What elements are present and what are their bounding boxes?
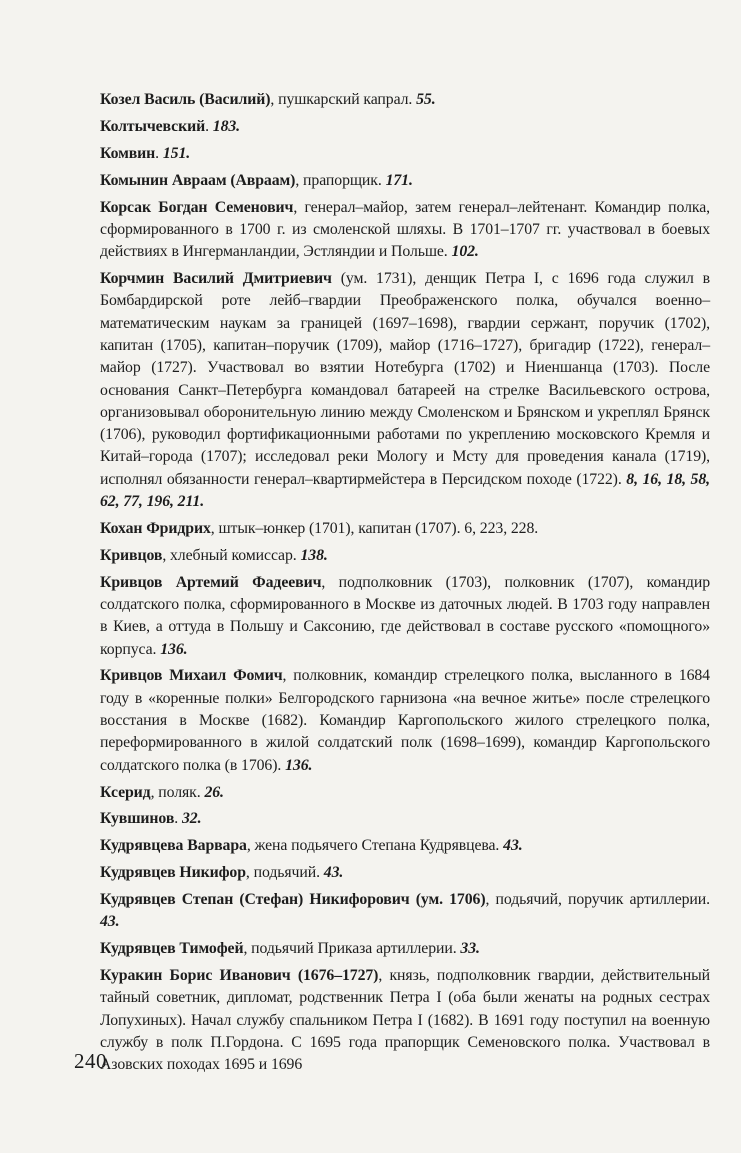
index-entry	[100, 545, 710, 567]
index-entry	[100, 89, 710, 111]
entry-description: , подьячий.	[245, 864, 324, 882]
entry-name: Кохан Фридрих	[100, 519, 211, 537]
index-entry	[100, 665, 710, 776]
entry-name: Ксерид	[100, 783, 151, 801]
entry-page-refs: 171.	[385, 171, 413, 189]
entry-name: Кривцов	[100, 546, 163, 564]
entry-name: Кувшинов	[100, 810, 175, 828]
index-entry	[100, 197, 710, 264]
entry-page-refs: 6, 223, 228.	[464, 519, 539, 537]
index-entries	[100, 89, 710, 1081]
entry-description: , хлебный комиссар.	[162, 546, 301, 564]
entry-description: , полковник, командир стрелецкого полка, высланного в 1684 году в «коренные полки» Белгородского гарнизона «на вечное житье» после стрелецкого восстания в Москве (1682). Командир Каргопольского жилого стрелецкого полка, переформированного в жилой солдатский полк (1698–1699), командир Каргопольского солдатского полка (в 1706).	[100, 667, 710, 774]
entry-name: Куракин Борис Иванович (1676–1727)	[100, 967, 379, 985]
entry-name: Колтычевский	[100, 117, 206, 135]
index-entry	[100, 938, 710, 960]
index-entry	[100, 808, 710, 830]
index-entry	[100, 170, 710, 192]
entry-page-refs: 136.	[160, 640, 188, 658]
entry-description: .	[155, 144, 163, 162]
entry-page-refs: 151.	[162, 144, 191, 162]
entry-description: .	[174, 810, 182, 828]
entry-page-refs: 43.	[503, 837, 523, 855]
entry-name: Козел Василь (Василий)	[100, 91, 271, 108]
entry-name: Комынин Авраам (Авраам)	[100, 171, 296, 189]
entry-description: , подполковник (1703), полковник (1707), командир солдатского полка, сформированного в Москве из даточных людей. В 1703 году направлен в Киев, а оттуда в Польшу и Саксонию, где действовал в составе русского «помощного» корпуса.	[100, 573, 711, 658]
entry-page-refs: 183.	[212, 117, 241, 135]
page-number: 240	[74, 1049, 107, 1073]
entry-page-refs: 136.	[285, 756, 313, 774]
entry-description: (ум. 1731), денщик Петра I, с 1696 года служил в Бомбардирской роте лейб–гвардии Преображенского полка, обучался военно–математическим наукам за границей (1697–1698), гвардии сержант, поручик (1702), капитан (1705), капитан–поручик (1709), майор (1716–1727), бригадир (1722), генерал–майор (1727). Участвовал во взятии Нотебурга (1702) и Ниеншанца (1703). После основания Санкт–Петербурга командовал батареей на стрелке Васильевского острова, организовывал оборонительную линию между Смоленском и Брянском и укреплял Брянск (1706), руководил фортификационными работами по укреплению московского Кремля и Китай–города (1707); исследовал реки Мологу и Мсту для проведения канала (1719), исполнял обязанности генерал–квартирмейстера в Персидском походе (1722).	[100, 270, 710, 488]
entry-name: Корсак Богдан Семенович	[100, 198, 294, 216]
entry-description: , подьячий, поручик артиллерии.	[485, 891, 710, 909]
index-entry	[100, 889, 710, 934]
entry-name: Корчмин Василий Дмитриевич	[100, 270, 332, 288]
entry-description: , пушкарский капрал.	[270, 91, 417, 108]
entry-description: , поляк.	[150, 783, 205, 801]
entry-description: , генерал–майор, затем генерал–лейтенант. Командир полка, сформированного в 1700 г. из смоленской шляхы. В 1701–1707 гг. участвовал в боевых действиях в Ингерманландии, Эстляндии и Польше.	[100, 198, 710, 261]
entry-page-refs: 43.	[323, 864, 344, 882]
entry-page-refs: 32.	[181, 810, 202, 828]
entry-name: Кривцов Михаил Фомич	[100, 667, 283, 685]
entry-page-refs: 26.	[204, 783, 224, 801]
entry-name: Кудрявцева Варвара	[100, 837, 247, 855]
entry-page-refs: 43.	[100, 913, 120, 931]
entry-page-refs: 102.	[451, 243, 479, 261]
entry-description: , князь, подполковник гвардии, действительный тайный советник, дипломат, родственник Петра I (оба были женаты на родных сестрах Лопухиных). Начал службу спальником Петра I (1682). В 1691 году поступил на военную службу в полк П.Гордона. С 1695 года прапорщик Семеновского полка. Участвовал в Азовских походах 1695 и 1696	[100, 967, 710, 1074]
entry-name: Кривцов Артемий Фадеевич	[100, 573, 322, 591]
index-entry	[100, 782, 710, 804]
index-entry	[100, 572, 710, 661]
entry-description: , подьячий Приказа артиллерии.	[243, 940, 461, 958]
entry-description: , жена подьячего Степана Кудрявцева.	[246, 837, 504, 855]
index-entry	[100, 116, 710, 138]
entry-name: Комвин	[100, 144, 156, 162]
entry-description: , штык–юнкер (1701), капитан (1707).	[210, 519, 465, 537]
index-entry	[100, 518, 710, 540]
entry-page-refs: 8, 16, 18, 58, 62, 77, 196, 211.	[100, 470, 710, 511]
entry-name: Кудрявцев Никифор	[100, 864, 246, 882]
entry-page-refs: 55.	[416, 91, 436, 108]
index-entry	[100, 143, 710, 165]
entry-page-refs: 33.	[460, 940, 480, 958]
entry-description: .	[205, 117, 213, 135]
index-entry	[100, 835, 710, 857]
index-entry	[100, 965, 710, 1076]
entry-name: Кудрявцев Тимофей	[100, 940, 244, 958]
index-entry	[100, 268, 710, 513]
entry-name: Кудрявцев Степан (Стефан) Никифорович (ум. 1706)	[100, 891, 486, 909]
entry-description: , прапорщик.	[295, 171, 386, 189]
index-entry	[100, 862, 710, 884]
entry-page-refs: 138.	[300, 546, 328, 564]
